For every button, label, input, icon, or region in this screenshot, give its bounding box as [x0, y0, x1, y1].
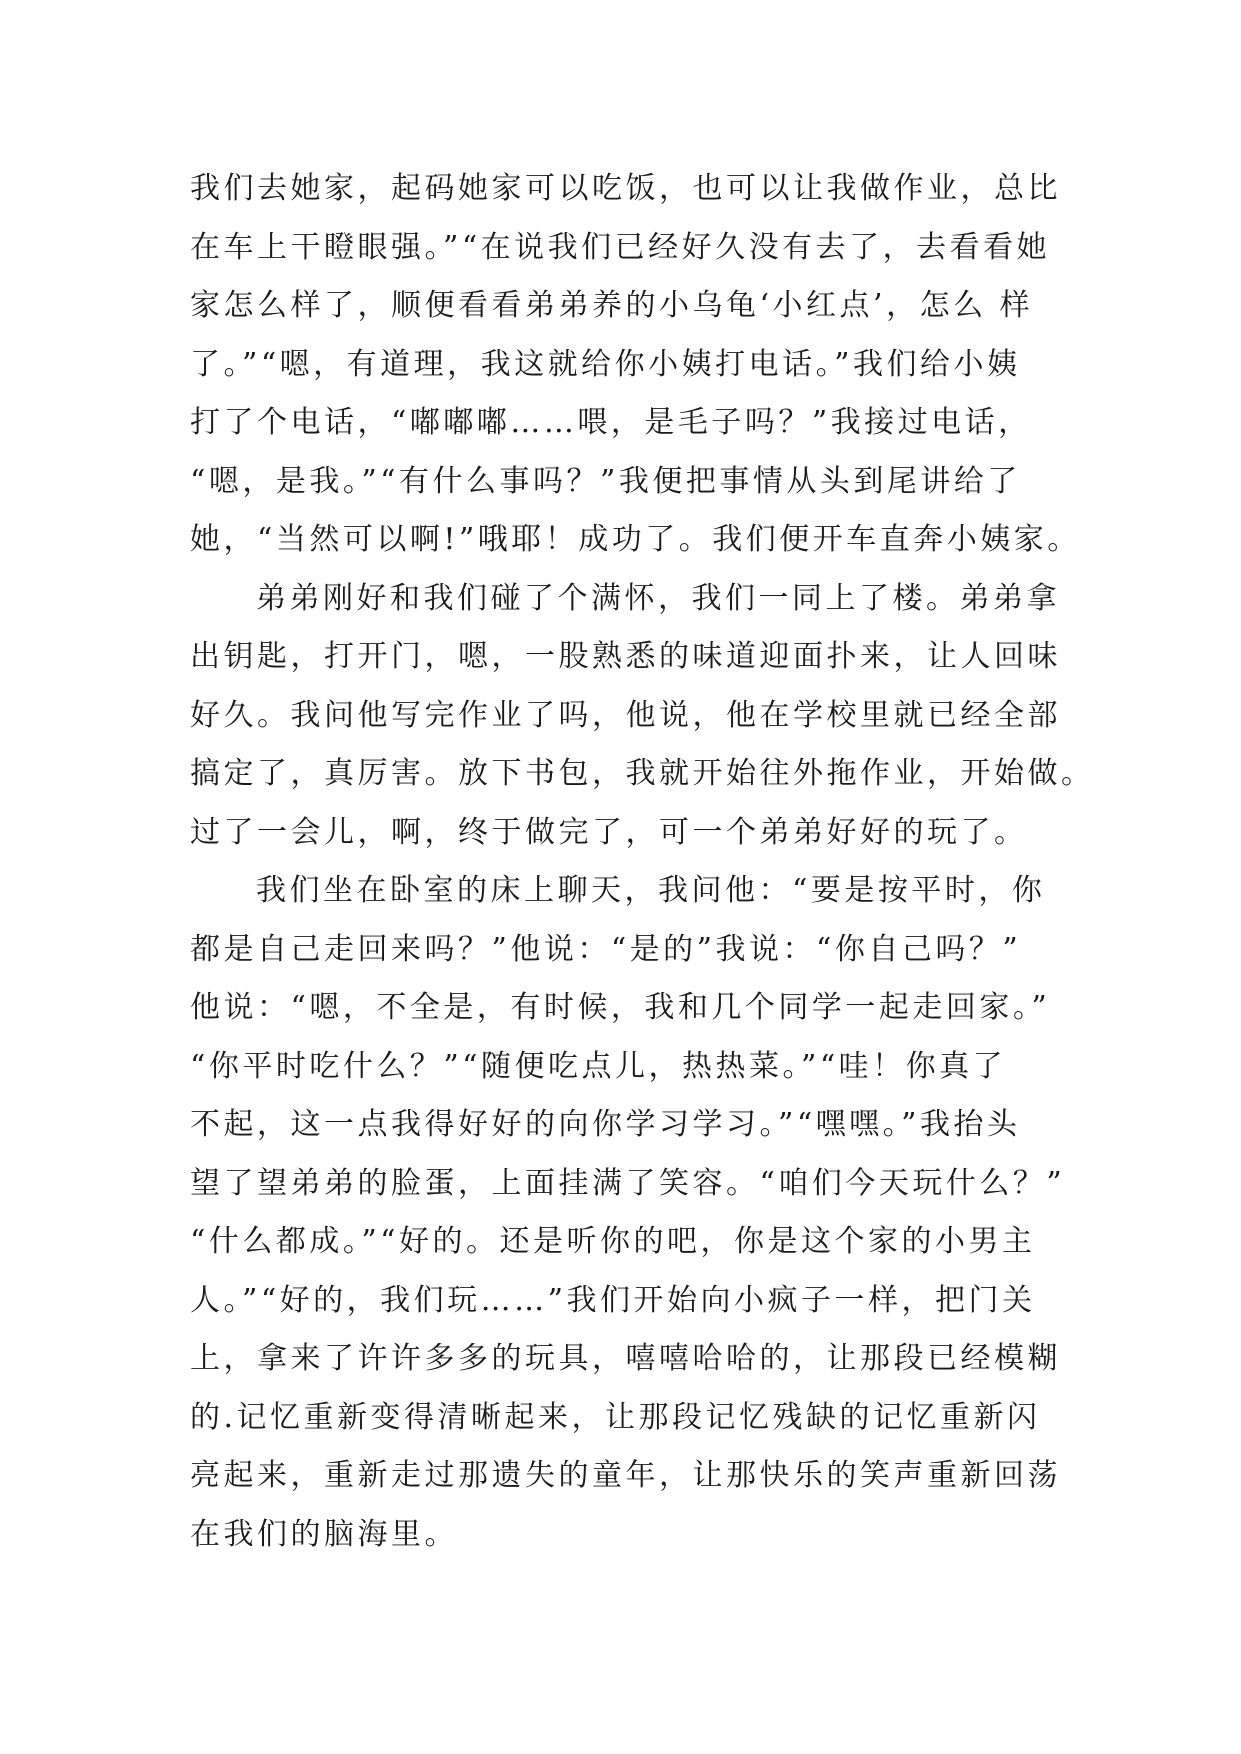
- text-line: 过了一会儿，啊，终于做完了，可一个弟弟好好的玩了。: [190, 814, 1028, 850]
- text-line: 他说：“嗯，不全是，有时候，我和几个同学一起走回家。”: [190, 990, 1051, 1025]
- text-line: 她，“当然可以啊!”哦耶！成功了。我们便开车直奔小姨家。: [190, 522, 1081, 557]
- text-line: 不起，这一点我得好好的向你学习学习。”“嘿嘿。”我抬头: [190, 1107, 1021, 1142]
- text-line: “什么都成。”“好的。还是听你的吧，你是这个家的小男主: [190, 1224, 1036, 1259]
- text-line: 搞定了，真厉害。放下书包，我就开始往外拖作业，开始做。: [190, 756, 1095, 791]
- text-line: 亮起来，重新走过那遗失的童年，让那快乐的笑声重新回荡: [190, 1458, 1061, 1493]
- paragraph-start-line: 弟弟刚好和我们碰了个满怀，我们一同上了楼。弟弟拿: [256, 580, 1060, 616]
- text-line: 出钥匙，打开门，嗯，一股熟悉的味道迎面扑来，让人回味: [190, 639, 1061, 674]
- text-line: 的.记忆重新变得清晰起来，让那段记忆残缺的记忆重新闪: [190, 1399, 1041, 1435]
- text-line: 了。”“嗯，有道理，我这就给你小姨打电话。”我们给小姨: [190, 346, 1021, 382]
- text-line: 家怎么样了，顺便看看弟弟养的小乌龟‘小红点’，怎么 样: [190, 288, 1034, 323]
- text-line: “嗯，是我。”“有什么事吗？”我便把事情从头到尾讲给了: [190, 463, 1021, 499]
- text-line: 望了望弟弟的脸蛋，上面挂满了笑容。“咱们今天玩什么？”: [190, 1165, 1066, 1201]
- text-line: “你平时吃什么？”“随便吃点儿，热热菜。”“哇！你真了: [190, 1048, 1007, 1084]
- text-line: 在车上干瞪眼强。”“在说我们已经好久没有去了，去看看她: [190, 229, 1051, 265]
- paragraph-start-line: 我们坐在卧室的床上聊天，我问他：“要是按平时，你: [256, 873, 1046, 908]
- text-line: 都是自己走回来吗？”他说：“是的”我说：“你自己吗？”: [190, 931, 1022, 967]
- text-line: 上，拿来了许许多多的玩具，嘻嘻哈哈的，让那段已经模糊: [190, 1341, 1061, 1376]
- text-line: 人。”“好的，我们玩……”我们开始向小疯子一样，把门关: [190, 1282, 1036, 1318]
- body-text: [190, 160, 1095, 1564]
- text-line: 在我们的脑海里。: [190, 1516, 458, 1552]
- text-line: 打了个电话，“嘟嘟嘟……喂，是毛子吗？”我接过电话，: [190, 405, 1032, 440]
- text-line: 我们去她家，起码她家可以吃饭，也可以让我做作业，总比: [190, 171, 1061, 206]
- text-line: 好久。我问他写完作业了吗，他说，他在学校里就已经全部: [190, 697, 1061, 733]
